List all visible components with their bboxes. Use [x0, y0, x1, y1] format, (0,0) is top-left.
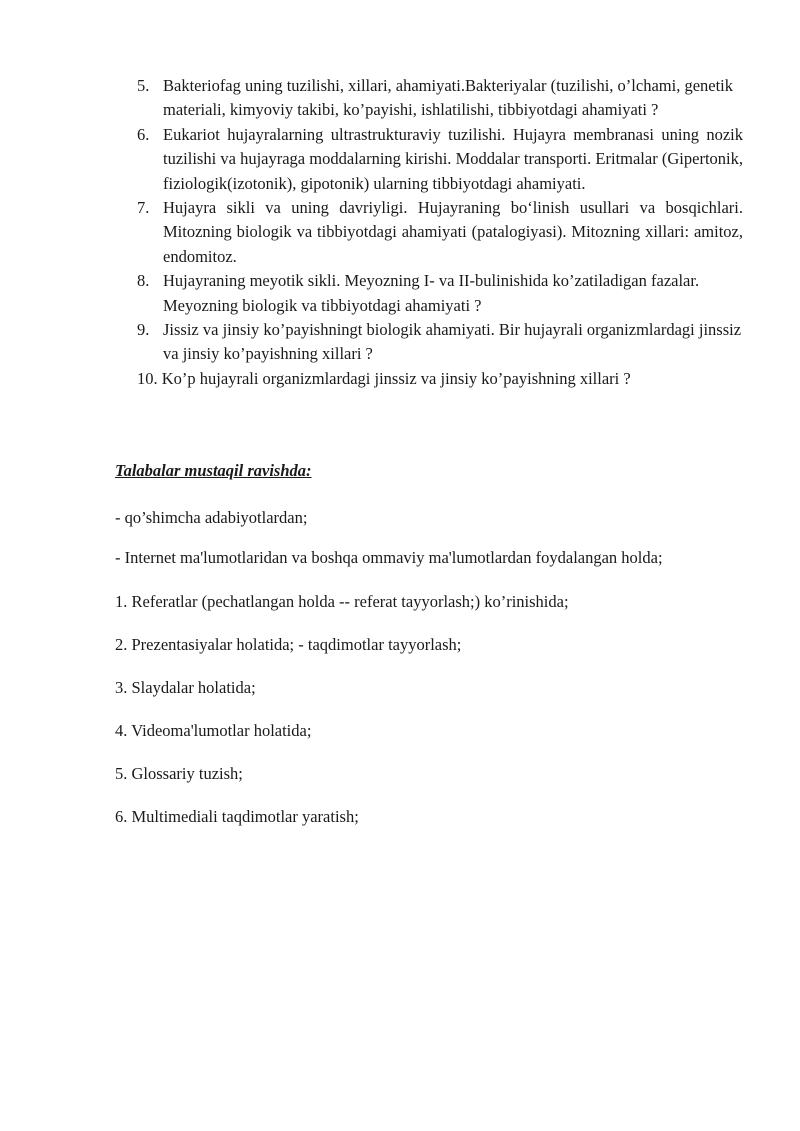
list-item-text: Hujayraning meyotik sikli. Meyozning I- va II-bulinishida ko’zatiladigan fazalar. Meyozning biologik va tibbiyotdagi ahamiyati ? — [163, 271, 700, 315]
section-heading: Talabalar mustaqil ravishda: — [115, 461, 312, 480]
list-item-text: Hujayra sikli va uning davriyligi. Hujayraning bo‘linish usullari va bosqichlari. Mitozning biologik va tibbiyotdagi ahamiyati (patalogiyasi). Mitozning xillari: amitoz, endomitoz. — [163, 198, 743, 266]
list-item-text: Jissiz va jinsiy ko’payishningt biologik ahamiyati. Bir hujayrali organizmlardagi jinssiz va jinsiy ko’payishning xillari ? — [163, 320, 742, 364]
list-item-number: 6. — [137, 124, 150, 144]
paragraph: 5. Glossariy tuzish; — [115, 764, 243, 783]
list-item — [137, 74, 743, 123]
list-item — [137, 318, 743, 367]
paragraph: - qo’shimcha adabiyotlardan; — [115, 508, 308, 527]
list-item — [137, 367, 743, 391]
list-item-text: Bakteriofag uning tuzilishi, xillari, ahamiyati.Bakteriyalar (tuzilishi, o’lchami, genetik materiali, kimyoviy takibi, ko’payishi, ishlatilishi, tibbiyotdagi ahamiyati ? — [163, 76, 734, 120]
paragraph: 3. Slaydalar holatida; — [115, 678, 256, 697]
list-item — [137, 269, 743, 318]
list-item-number: 8. — [137, 271, 150, 291]
list-item — [137, 196, 743, 269]
list-item-number: 5. — [137, 76, 150, 95]
list-item-text: Eukariot hujayralarning ultrastrukturaviy tuzilishi. Hujayra membranasi uning nozik tuzilishi va hujayraga moddalarning kirishi. Moddalar transporti. Eritmalar (Gipertonik, fiziologik(izotonik), gipotonik) ularning tibbiyotdagi ahamiyati. — [163, 124, 743, 193]
paragraph: 1. Referatlar (pechatlangan holda -- referat tayyorlash;) ko’rinishida; — [115, 592, 569, 611]
list-item-number: 10. — [137, 368, 158, 388]
paragraph: 4. Videoma'lumotlar holatida; — [115, 721, 312, 740]
paragraph: 6. Multimediali taqdimotlar yaratish; — [115, 807, 359, 826]
paragraph: 2. Prezentasiyalar holatida; - taqdimotlar tayyorlash; — [115, 635, 462, 654]
list-item — [137, 123, 743, 196]
list-item-number: 9. — [137, 320, 150, 340]
paragraph: - Internet ma'lumotlaridan va boshqa ommaviy ma'lumotlardan foydalangan holda; — [115, 548, 663, 567]
question-list — [137, 74, 743, 391]
list-item-text: Ko’p hujayrali organizmlardagi jinssiz va jinsiy ko’payishning xillari ? — [161, 368, 631, 388]
list-item-number: 7. — [137, 198, 150, 218]
